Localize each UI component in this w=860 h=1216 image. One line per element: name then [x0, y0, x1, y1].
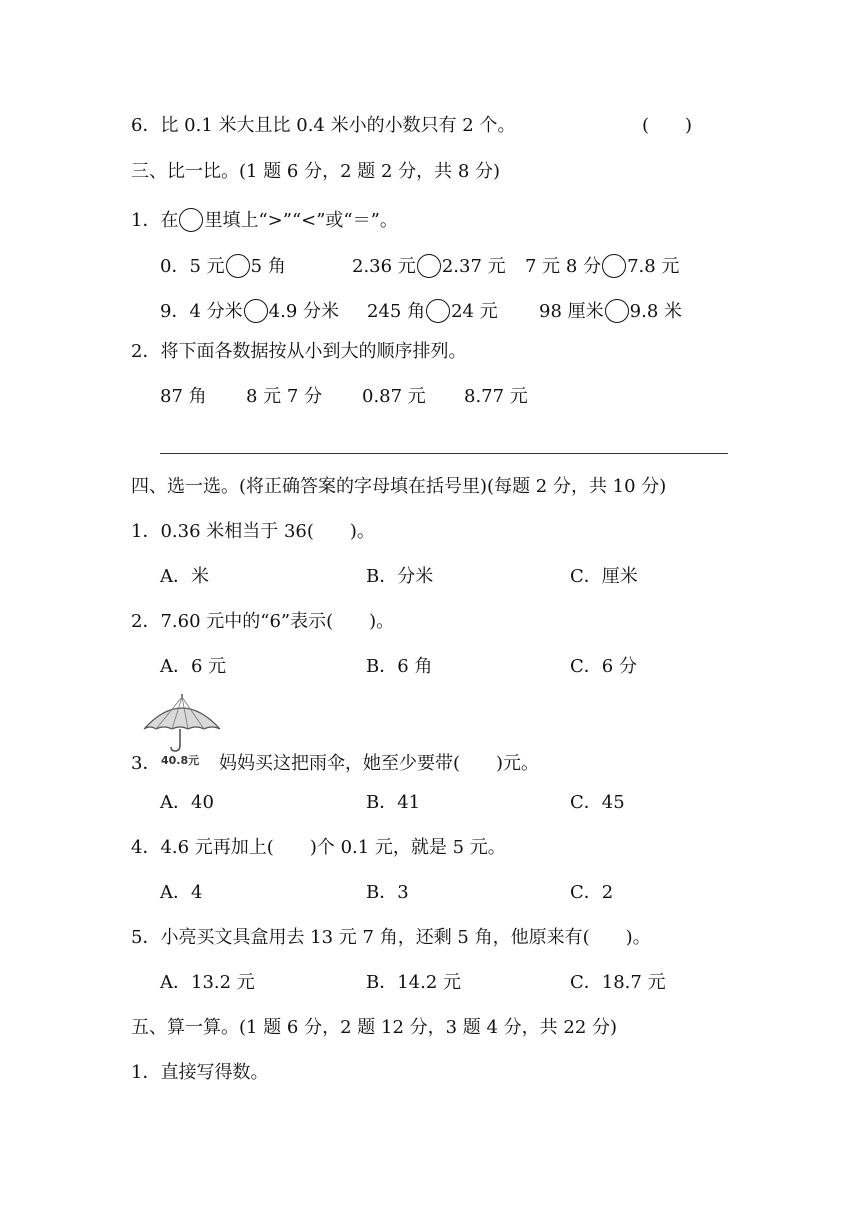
compare-right: 9.8 米: [629, 301, 682, 322]
option-b[interactable]: B．3: [366, 882, 409, 903]
blank-circle[interactable]: [426, 299, 450, 323]
s4-question-3: 妈妈买这把雨伞，她至少要带( )元。: [219, 753, 540, 774]
option-b[interactable]: B．14.2 元: [366, 972, 462, 993]
compare-right: 2.37 元: [441, 256, 506, 277]
option-a[interactable]: A．6 元: [160, 656, 227, 677]
compare-item: [352, 254, 506, 279]
compare-left: 2.36 元: [352, 256, 416, 277]
compare-right: 24 元: [451, 301, 498, 322]
blank-circle[interactable]: [605, 299, 629, 323]
sort-item: 0.87 元: [362, 386, 426, 407]
blank-circle[interactable]: [602, 254, 626, 278]
compare-left: 0．5 元: [160, 256, 225, 277]
blank-circle[interactable]: [179, 208, 203, 232]
blank-circle[interactable]: [417, 254, 441, 278]
option-a[interactable]: A．13.2 元: [160, 972, 255, 993]
compare-item: [367, 299, 498, 324]
s3-q1-suffix: 里填上“>”“<”或“＝”。: [204, 210, 398, 231]
option-a[interactable]: A．4: [160, 882, 203, 903]
s4-question-1: 1．0.36 米相当于 36( )。: [131, 521, 375, 542]
question-6: 6．比 0.1 米大且比 0.4 米小的小数只有 2 个。: [131, 115, 516, 136]
compare-left: 7 元 8 分: [525, 256, 602, 277]
s3-question-2: 2．将下面各数据按从小到大的顺序排列。: [131, 341, 467, 362]
option-c[interactable]: C．2: [570, 882, 614, 903]
price-label: 40.8元: [161, 754, 200, 767]
s3-question-1: [131, 208, 398, 233]
option-a[interactable]: A．40: [160, 792, 214, 813]
compare-left: 245 角: [367, 301, 426, 322]
blank-circle[interactable]: [226, 254, 250, 278]
compare-right: 5 角: [250, 256, 286, 277]
compare-left: 98 厘米: [539, 301, 604, 322]
option-c[interactable]: C．45: [570, 792, 625, 813]
s4-question-5: 5．小亮买文具盒用去 13 元 7 角，还剩 5 角，他原来有( )。: [131, 927, 651, 948]
option-b[interactable]: B．分米: [366, 566, 434, 587]
compare-item: [525, 254, 679, 279]
section-4-heading: 四、选一选。(将正确答案的字母填在括号里)(每题 2 分，共 10 分): [131, 476, 667, 497]
compare-item: [160, 299, 339, 324]
sort-item: 8.77 元: [464, 386, 528, 407]
option-a[interactable]: A．米: [160, 566, 209, 587]
option-b[interactable]: B．41: [366, 792, 421, 813]
answer-line[interactable]: [160, 453, 728, 454]
option-c[interactable]: C．6 分: [570, 656, 637, 677]
section-5-heading: 五、算一算。(1 题 6 分，2 题 12 分，3 题 4 分，共 22 分): [131, 1017, 618, 1038]
sort-item: 8 元 7 分: [246, 386, 323, 407]
section-3-heading: 三、比一比。(1 题 6 分，2 题 2 分，共 8 分): [131, 161, 501, 182]
s5-question-1: 1．直接写得数。: [131, 1062, 269, 1083]
compare-right: 4.9 分米: [268, 301, 339, 322]
compare-item: [160, 254, 286, 279]
blank-circle[interactable]: [244, 299, 268, 323]
option-b[interactable]: B．6 角: [366, 656, 433, 677]
s4-question-3-number: 3．: [131, 753, 161, 774]
answer-paren: ( ): [642, 115, 693, 136]
s4-question-2: 2．7.60 元中的“6”表示( )。: [131, 611, 395, 632]
compare-right: 7.8 元: [627, 256, 680, 277]
compare-item: [539, 299, 682, 324]
compare-left: 9．4 分米: [160, 301, 243, 322]
sort-item: 87 角: [160, 386, 207, 407]
option-c[interactable]: C．厘米: [570, 566, 638, 587]
s3-q1-prefix: 1．在: [131, 210, 179, 231]
option-c[interactable]: C．18.7 元: [570, 972, 666, 993]
s4-question-4: 4．4.6 元再加上( )个 0.1 元，就是 5 元。: [131, 837, 506, 858]
